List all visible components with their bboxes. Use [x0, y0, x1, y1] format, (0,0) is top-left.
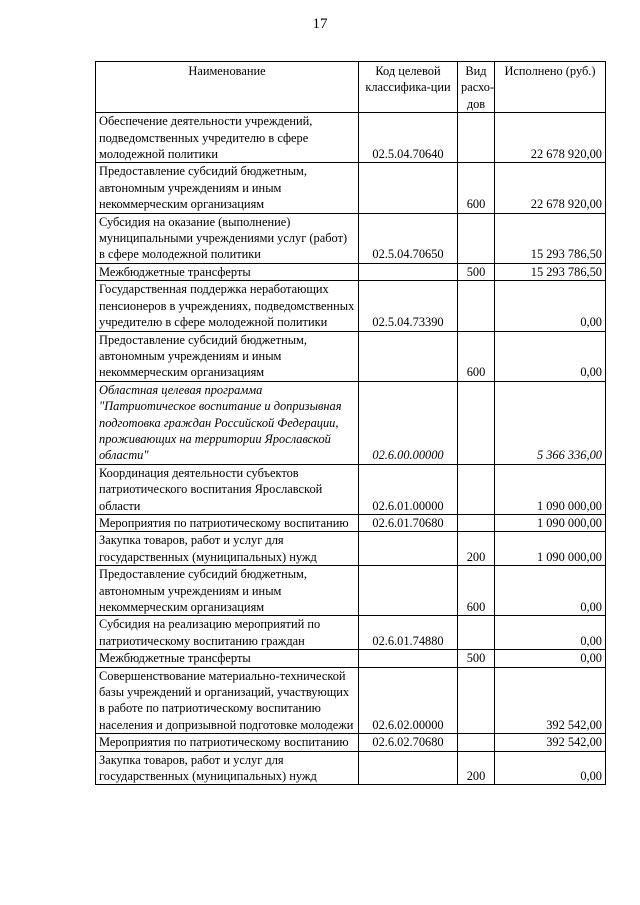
row-code-cell: 02.5.04.73390: [359, 281, 458, 331]
row-name-cell: Закупка товаров, работ и услуг для государственных (муниципальных) нужд: [96, 532, 359, 566]
row-name-cell: Координация деятельности субъектов патриотического воспитания Ярославской области: [96, 464, 359, 514]
row-kind-cell: [458, 213, 495, 263]
row-sum-cell: 1 090 000,00: [495, 532, 606, 566]
row-code-cell: 02.5.04.70640: [359, 113, 458, 163]
row-kind-cell: [458, 734, 495, 751]
row-kind-cell: 600: [458, 566, 495, 616]
row-kind-cell: 200: [458, 751, 495, 785]
header-sum: Исполнено (руб.): [495, 62, 606, 113]
row-sum-cell: 392 542,00: [495, 734, 606, 751]
row-code-cell: 02.6.00.00000: [359, 381, 458, 464]
row-name-cell: Межбюджетные трансферты: [96, 263, 359, 280]
row-sum-cell: 22 678 920,00: [495, 163, 606, 213]
table-row: [96, 532, 606, 566]
row-code-cell: 02.6.01.00000: [359, 464, 458, 514]
row-kind-cell: 600: [458, 163, 495, 213]
row-name-cell: Мероприятия по патриотическому воспитанию: [96, 514, 359, 531]
row-kind-cell: [458, 514, 495, 531]
header-name: Наименование: [96, 62, 359, 113]
row-sum-cell: 0,00: [495, 331, 606, 381]
row-code-cell: [359, 751, 458, 785]
row-kind-cell: [458, 616, 495, 650]
budget-table: [95, 61, 606, 785]
table-body: [96, 113, 606, 785]
row-code-cell: 02.5.04.70650: [359, 213, 458, 263]
row-kind-cell: [458, 281, 495, 331]
row-sum-cell: 0,00: [495, 751, 606, 785]
row-sum-cell: 1 090 000,00: [495, 464, 606, 514]
row-kind-cell: [458, 667, 495, 734]
row-name-cell: Межбюджетные трансферты: [96, 650, 359, 667]
row-code-cell: [359, 532, 458, 566]
row-code-cell: [359, 263, 458, 280]
row-code-cell: 02.6.01.74880: [359, 616, 458, 650]
table-row: [96, 381, 606, 464]
row-code-cell: [359, 650, 458, 667]
row-sum-cell: 15 293 786,50: [495, 213, 606, 263]
row-name-cell: Предоставление субсидий бюджетным, автономным учреждениям и иным некоммерческим организациям: [96, 331, 359, 381]
table-row: [96, 113, 606, 163]
row-kind-cell: 600: [458, 331, 495, 381]
row-name-cell: Субсидия на оказание (выполнение) муниципальными учреждениями услуг (работ) в сфере молодежной политики: [96, 213, 359, 263]
table-row: [96, 331, 606, 381]
table-row: [96, 281, 606, 331]
row-kind-cell: [458, 113, 495, 163]
table-row: [96, 464, 606, 514]
row-kind-cell: [458, 464, 495, 514]
row-code-cell: [359, 566, 458, 616]
table-row: [96, 163, 606, 213]
row-name-cell: Предоставление субсидий бюджетным, автономным учреждениям и иным некоммерческим организациям: [96, 566, 359, 616]
row-sum-cell: 22 678 920,00: [495, 113, 606, 163]
row-name-cell: Закупка товаров, работ и услуг для государственных (муниципальных) нужд: [96, 751, 359, 785]
row-kind-cell: 500: [458, 263, 495, 280]
header-code: Код целевой классифика-ции: [359, 62, 458, 113]
table-row: [96, 263, 606, 280]
table-row: [96, 667, 606, 734]
row-name-cell: Областная целевая программа "Патриотическое воспитание и допризывная подготовка граждан Российской Федерации, проживающих на территории Ярославской области": [96, 381, 359, 464]
row-name-cell: Совершенствование материально-технической базы учреждений и организаций, участвующих в работе по патриотическому воспитанию населения и допризывной подготовке молодежи: [96, 667, 359, 734]
header-kind: Вид расхо-дов: [458, 62, 495, 113]
row-name-cell: Государственная поддержка неработающих пенсионеров в учреждениях, подведомственных учредителю в сфере молодежной политики: [96, 281, 359, 331]
row-name-cell: Обеспечение деятельности учреждений, подведомственных учредителю в сфере молодежной политики: [96, 113, 359, 163]
row-kind-cell: [458, 381, 495, 464]
table-row: [96, 566, 606, 616]
table-row: [96, 734, 606, 751]
table-header-row: [96, 62, 606, 113]
row-sum-cell: 0,00: [495, 616, 606, 650]
row-sum-cell: 15 293 786,50: [495, 263, 606, 280]
row-sum-cell: 0,00: [495, 281, 606, 331]
row-kind-cell: 200: [458, 532, 495, 566]
table-row: [96, 514, 606, 531]
row-code-cell: 02.6.02.70680: [359, 734, 458, 751]
table-row: [96, 650, 606, 667]
row-kind-cell: 500: [458, 650, 495, 667]
row-name-cell: Предоставление субсидий бюджетным, автономным учреждениям и иным некоммерческим организациям: [96, 163, 359, 213]
row-name-cell: Мероприятия по патриотическому воспитанию: [96, 734, 359, 751]
table-row: [96, 751, 606, 785]
row-code-cell: [359, 163, 458, 213]
row-code-cell: [359, 331, 458, 381]
row-sum-cell: 0,00: [495, 566, 606, 616]
row-sum-cell: 5 366 336,00: [495, 381, 606, 464]
page-number: 17: [312, 16, 328, 32]
row-name-cell: Субсидия на реализацию мероприятий по патриотическому воспитанию граждан: [96, 616, 359, 650]
row-code-cell: 02.6.02.00000: [359, 667, 458, 734]
table-row: [96, 213, 606, 263]
row-sum-cell: 392 542,00: [495, 667, 606, 734]
row-sum-cell: 0,00: [495, 650, 606, 667]
row-code-cell: 02.6.01.70680: [359, 514, 458, 531]
table-row: [96, 616, 606, 650]
row-sum-cell: 1 090 000,00: [495, 514, 606, 531]
